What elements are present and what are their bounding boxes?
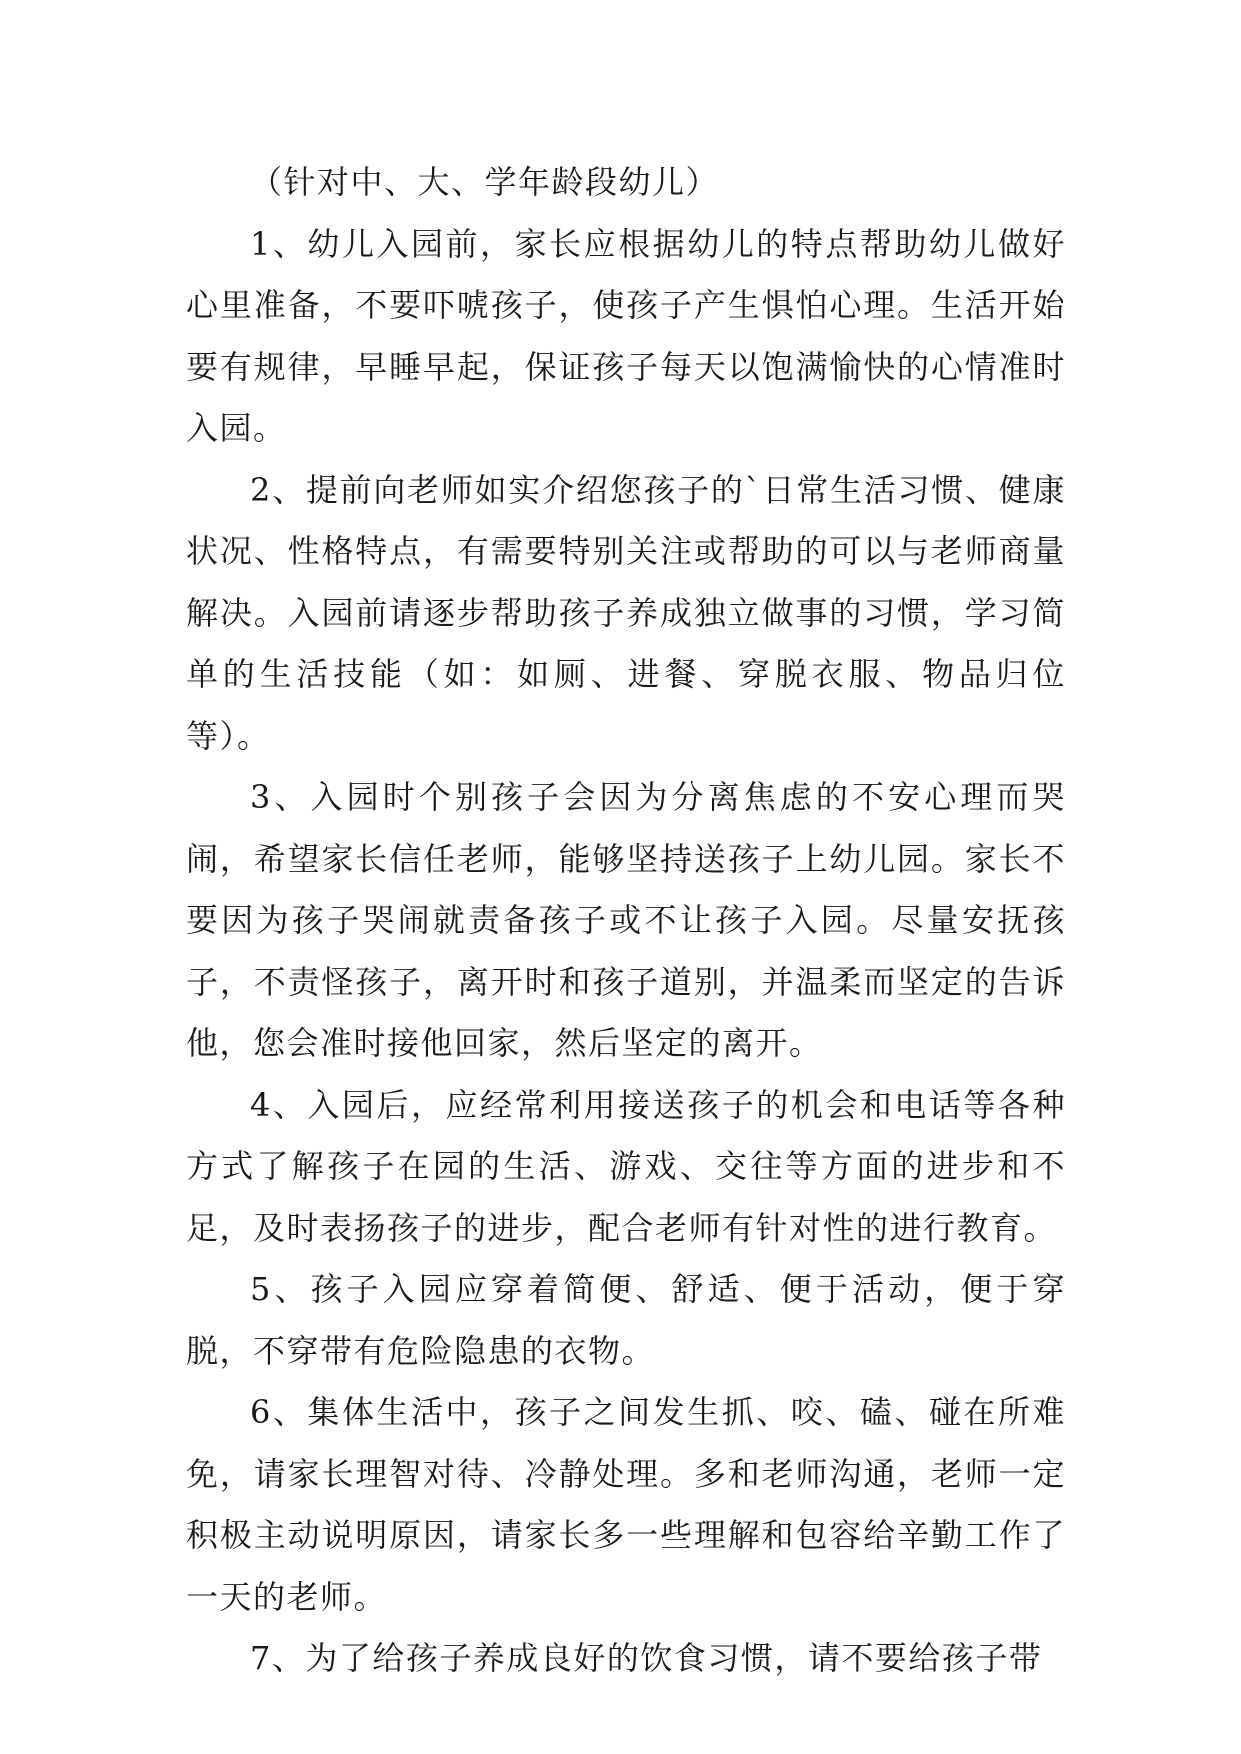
paragraph-7: 7、为了给孩子养成良好的饮食习惯，请不要给孩子带: [250, 1639, 1043, 1677]
paragraph-3: 3、入园时个别孩子会因为分离焦虑的不安心理而哭闹，希望家长信任老师，能够坚持送孩子上幼儿园。家长不要因为孩子哭闹就责备孩子或不让孩子入园。尽量安抚孩子，不责怪孩子，离开时和孩子道别，并温柔而坚定的告诉他，您会准时接他回家，然后坚定的离开。: [186, 778, 1066, 1062]
paragraph-4: 4、入园后，应经常利用接送孩子的机会和电话等各种方式了解孩子在园的生活、游戏、交往等方面的进步和不足，及时表扬孩子的进步，配合老师有针对性的进行教育。: [186, 1085, 1066, 1247]
paragraph-6: 6、集体生活中，孩子之间发生抓、咬、磕、碰在所难免，请家长理智对待、冷静处理。多和老师沟通，老师一定积极主动说明原因，请家长多一些理解和包容给辛勤工作了一天的老师。: [186, 1393, 1066, 1616]
paragraph-1: 1、幼儿入园前，家长应根据幼儿的特点帮助幼儿做好心里准备，不要吓唬孩子，使孩子产生惧怕心理。生活开始要有规律，早睡早起，保证孩子每天以饱满愉快的心情准时入园。: [186, 224, 1066, 447]
document-subtitle: （针对中、大、学年龄段幼儿）: [250, 163, 720, 201]
paragraph-2: 2、提前向老师如实介绍您孩子的`日常生活习惯、健康状况、性格特点，有需要特别关注或帮助的可以与老师商量解决。入园前请逐步帮助孩子养成独立做事的习惯，学习简单的生活技能（如：如厕、进餐、穿脱衣服、物品归位等）。: [186, 470, 1066, 755]
document-body: [186, 152, 1066, 1690]
paragraph-5: 5、孩子入园应穿着简便、舒适、便于活动，便于穿脱，不穿带有危险隐患的衣物。: [186, 1270, 1066, 1370]
